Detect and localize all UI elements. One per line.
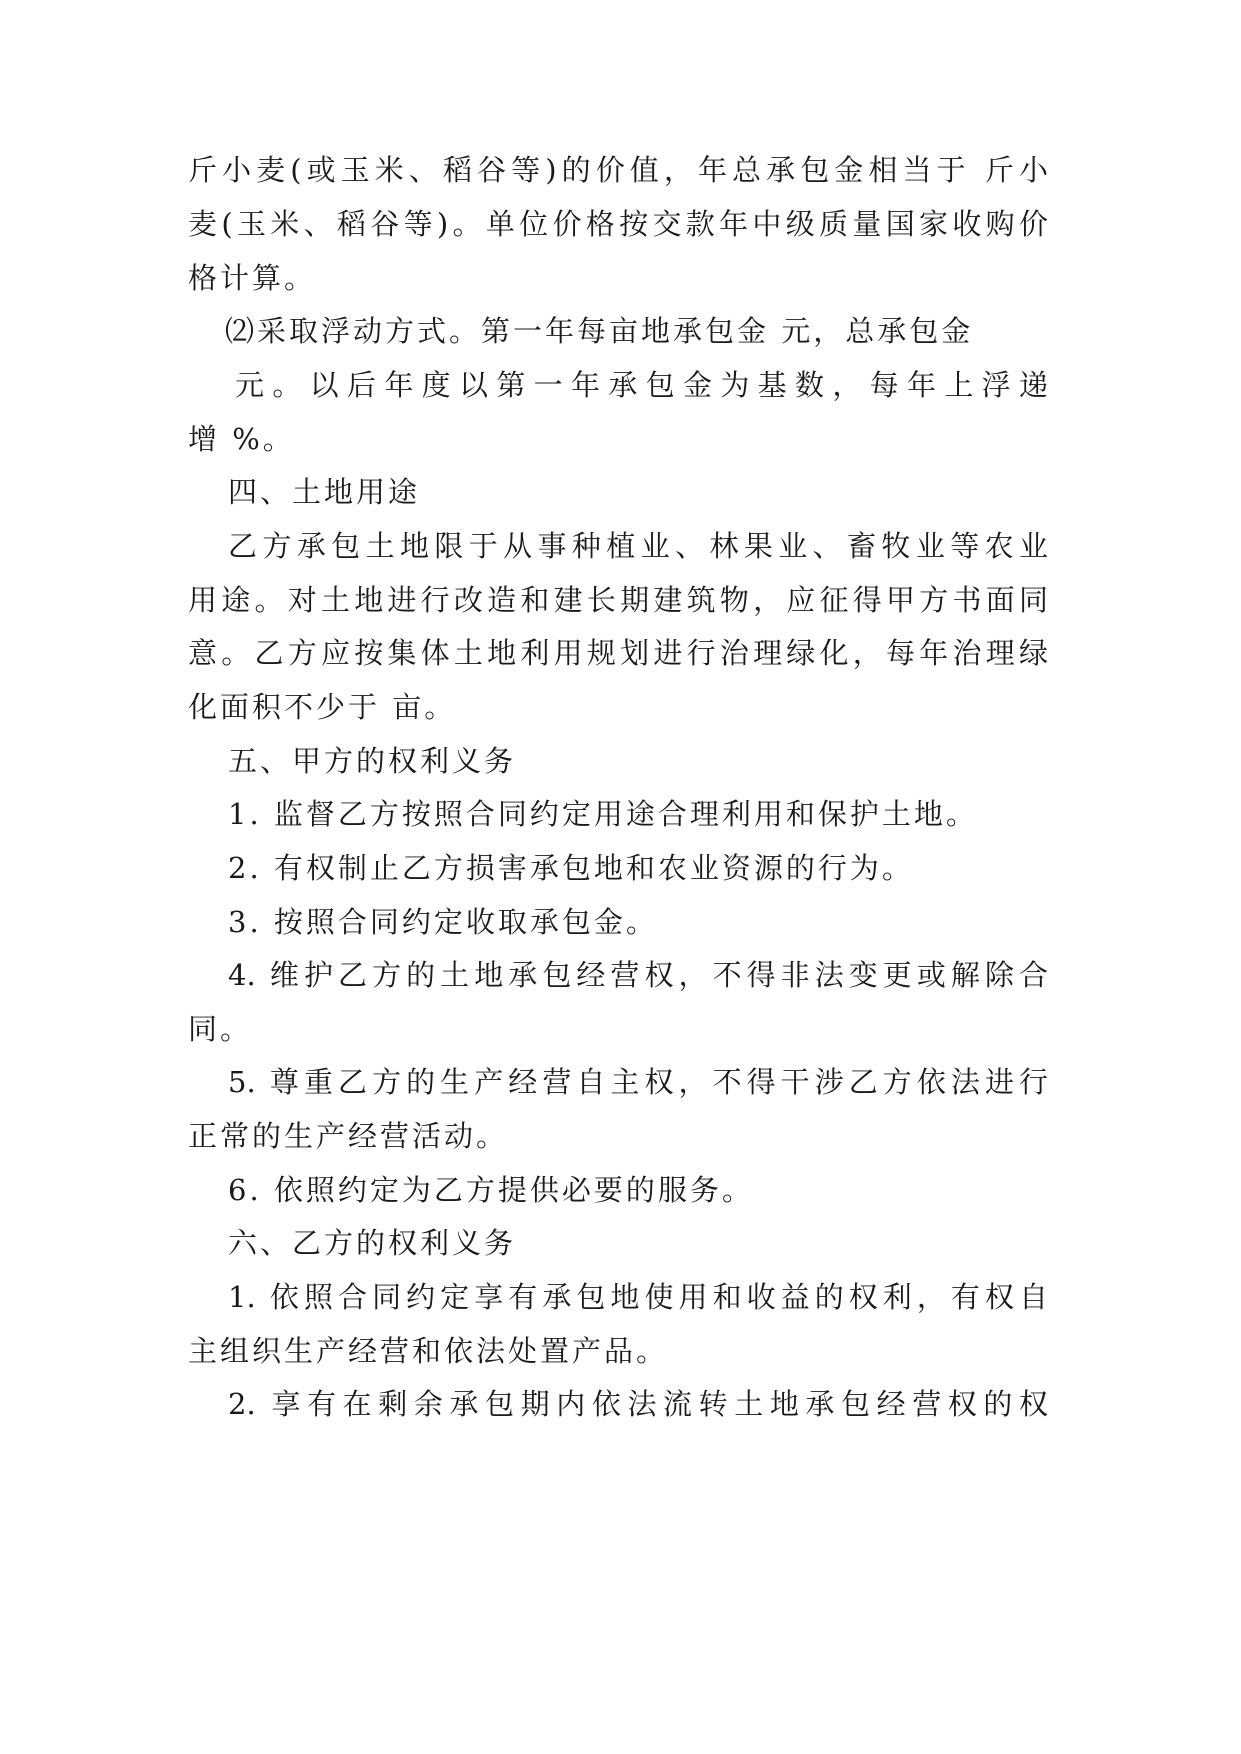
section-heading-party-b: 六、乙方的权利义务 <box>228 1226 517 1260</box>
text-line: 意。乙方应按集体土地利用规划进行治理绿化，每年治理绿 <box>188 636 1048 670</box>
text-line: 正常的生产经营活动。 <box>188 1119 509 1153</box>
list-item: 3. 按照合同约定收取承包金。 <box>228 905 658 939</box>
text-line: 格计算。 <box>188 261 317 295</box>
list-item: 2. 享有在剩余承包期内依法流转土地承包经营权的权 <box>228 1387 1048 1421</box>
text-line: 同。 <box>188 1012 253 1046</box>
text-line: 乙方承包土地限于从事种植业、林果业、畜牧业等农业 <box>228 529 1048 563</box>
text-line: 化面积不少于 亩。 <box>188 690 457 724</box>
list-item: 2. 有权制止乙方损害承包地和农业资源的行为。 <box>228 851 914 885</box>
text-line: ⑵采取浮动方式。第一年每亩地承包金 元，总承包金 <box>225 314 974 348</box>
text-line: 麦(玉米、稻谷等)。单位价格按交款年中级质量国家收购价 <box>188 207 1048 241</box>
list-item: 6. 依照约定为乙方提供必要的服务。 <box>228 1173 754 1207</box>
text-line: 元。以后年度以第一年承包金为基数，每年上浮递 <box>235 368 1048 402</box>
text-line: 主组织生产经营和依法处置产品。 <box>188 1334 669 1368</box>
text-line: 用途。对土地进行改造和建长期建筑物，应征得甲方书面同 <box>188 583 1048 617</box>
list-item: 4. 维护乙方的土地承包经营权，不得非法变更或解除合 <box>228 958 1048 992</box>
list-item: 1. 监督乙方按照合同约定用途合理利用和保护土地。 <box>228 797 978 831</box>
list-item: 1. 依照合同约定享有承包地使用和收益的权利，有权自 <box>228 1280 1048 1314</box>
text-line: 斤小麦(或玉米、稻谷等)的价值，年总承包金相当于 斤小 <box>188 153 1048 187</box>
section-heading-land-use: 四、土地用途 <box>228 475 421 509</box>
list-item: 5. 尊重乙方的生产经营自主权，不得干涉乙方依法进行 <box>228 1065 1048 1099</box>
section-heading-party-a: 五、甲方的权利义务 <box>228 744 517 778</box>
text-line: 增 %。 <box>188 422 295 456</box>
